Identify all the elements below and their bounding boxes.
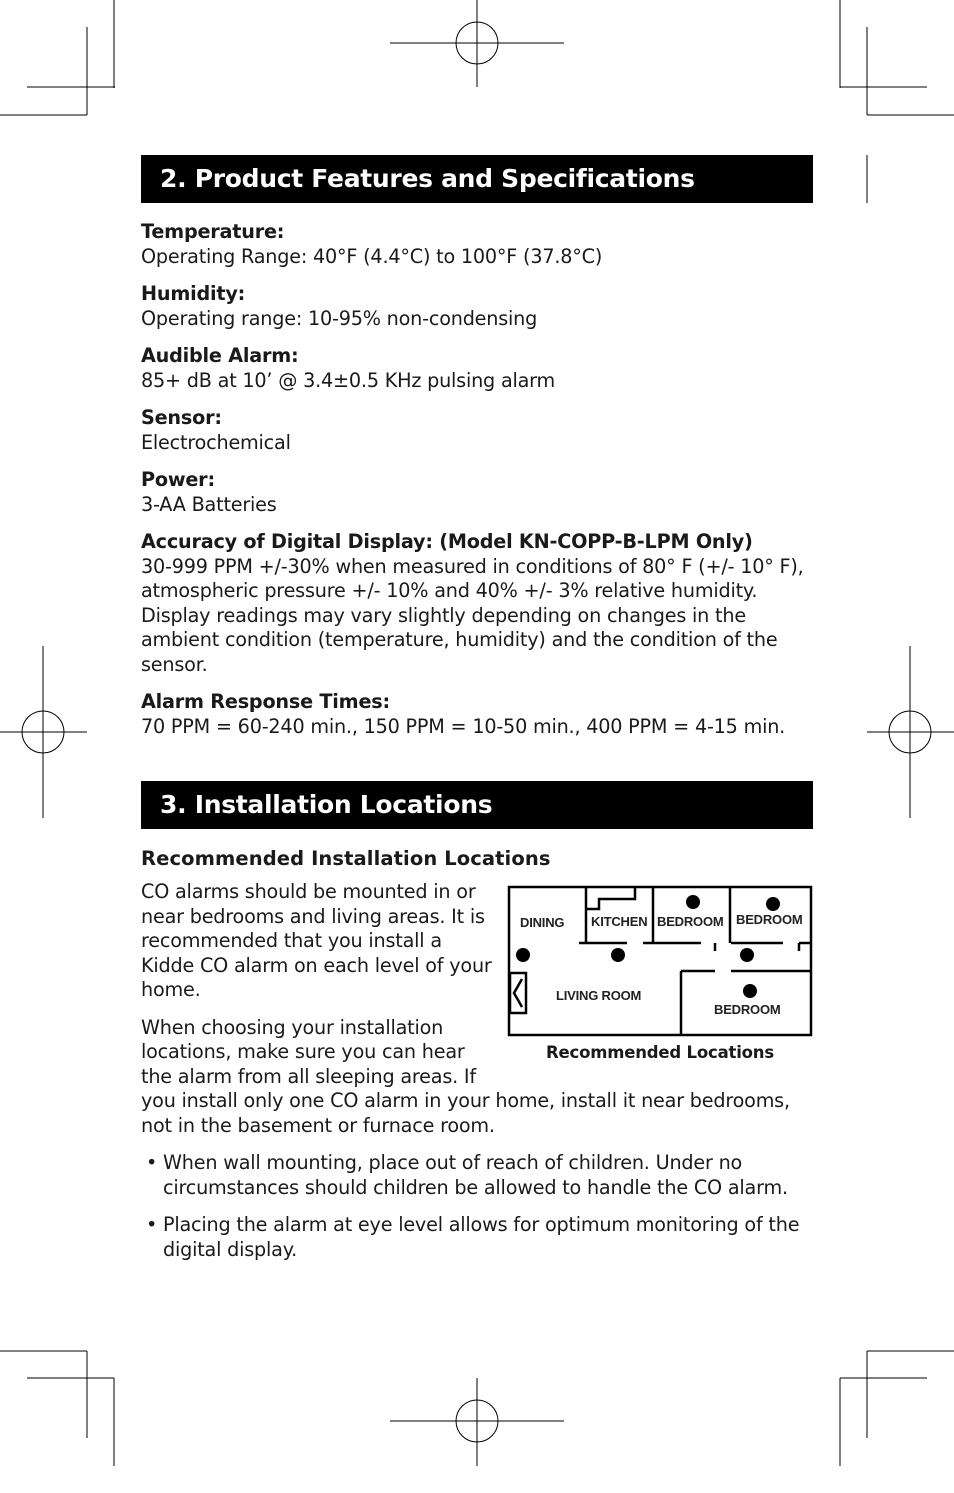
spec-label: Humidity: bbox=[141, 282, 246, 305]
room-label-dining: DINING bbox=[520, 915, 565, 930]
spec-label: Power: bbox=[141, 468, 215, 491]
section-2-header bbox=[141, 155, 813, 203]
paragraph-placement: CO alarms should be mounted in or near bedrooms and living areas. It is recommended that you install a Kidde CO alarm on each level of your home. bbox=[141, 880, 492, 1001]
bullet-text: When wall mounting, place out of reach of children. Under no circumstances should children be allowed to handle the CO alarm. bbox=[163, 1151, 788, 1199]
spec-power bbox=[141, 468, 813, 517]
spec-value: Electrochemical bbox=[141, 430, 291, 454]
list-item bbox=[141, 1213, 813, 1262]
figure-caption: Recommended Locations bbox=[546, 1043, 774, 1062]
room-label-bedroom-2: BEDROOM bbox=[736, 912, 803, 927]
list-item bbox=[141, 1151, 813, 1200]
spec-value: 85+ dB at 10’ @ 3.4±0.5 KHz pulsing alarm bbox=[141, 368, 556, 392]
spec-audible-alarm bbox=[141, 344, 813, 393]
spec-display-accuracy bbox=[141, 530, 813, 677]
section-2-title: 2. Product Features and Specifications bbox=[160, 164, 695, 193]
section-3 bbox=[141, 781, 813, 1262]
paragraph-choosing: When choosing your installation locations, make sure you can hear the alarm from all sleeping areas. If you install only one CO alarm in your home, install it near bedrooms, not in the basement or furnace room. bbox=[141, 1015, 790, 1137]
spec-value: Operating Range: 40°F (4.4°C) to 100°F (37.8°C) bbox=[141, 244, 603, 268]
spec-temperature bbox=[141, 220, 813, 269]
room-label-bedroom-3: BEDROOM bbox=[714, 1002, 781, 1017]
spec-label: Accuracy of Digital Display: (Model KN-COPP-B-LPM Only) bbox=[141, 530, 753, 553]
room-label-bedroom-1: BEDROOM bbox=[657, 914, 724, 929]
room-label-living-room: LIVING ROOM bbox=[556, 988, 642, 1003]
spec-label: Alarm Response Times: bbox=[141, 690, 390, 713]
spec-sensor bbox=[141, 406, 813, 455]
recommended-locations-heading: Recommended Installation Locations bbox=[141, 847, 551, 870]
spec-value: 30-999 PPM +/-30% when measured in conditions of 80° F (+/- 10° F), atmospheric pressure +/- 10% and 40% +/- 3% relative humidity. Display readings may vary slightly depending on changes in the ambient condition (temperature, humidity) and the condition of the sensor. bbox=[141, 554, 804, 676]
spec-list bbox=[141, 220, 813, 739]
bullet-dot: • bbox=[146, 1213, 158, 1236]
section-3-header bbox=[141, 781, 813, 829]
installation-bullets bbox=[141, 1151, 813, 1262]
spec-value: 70 PPM = 60-240 min., 150 PPM = 10-50 min., 400 PPM = 4-15 min. bbox=[141, 714, 786, 738]
spec-label: Temperature: bbox=[141, 220, 285, 243]
spec-label: Audible Alarm: bbox=[141, 344, 299, 367]
page-content bbox=[141, 155, 813, 1275]
floor-plan-figure bbox=[507, 885, 813, 1066]
spec-value: 3-AA Batteries bbox=[141, 492, 277, 516]
section-3-title: 3. Installation Locations bbox=[160, 790, 493, 819]
bullet-text: Placing the alarm at eye level allows for optimum monitoring of the digital display. bbox=[163, 1213, 800, 1261]
installation-body bbox=[141, 880, 813, 1262]
floor-plan-diagram bbox=[507, 885, 813, 1037]
room-label-kitchen: KITCHEN bbox=[591, 914, 648, 929]
spec-alarm-response bbox=[141, 690, 813, 739]
spec-label: Sensor: bbox=[141, 406, 222, 429]
spec-humidity bbox=[141, 282, 813, 331]
bullet-dot: • bbox=[146, 1151, 158, 1174]
spec-value: Operating range: 10-95% non-condensing bbox=[141, 306, 538, 330]
